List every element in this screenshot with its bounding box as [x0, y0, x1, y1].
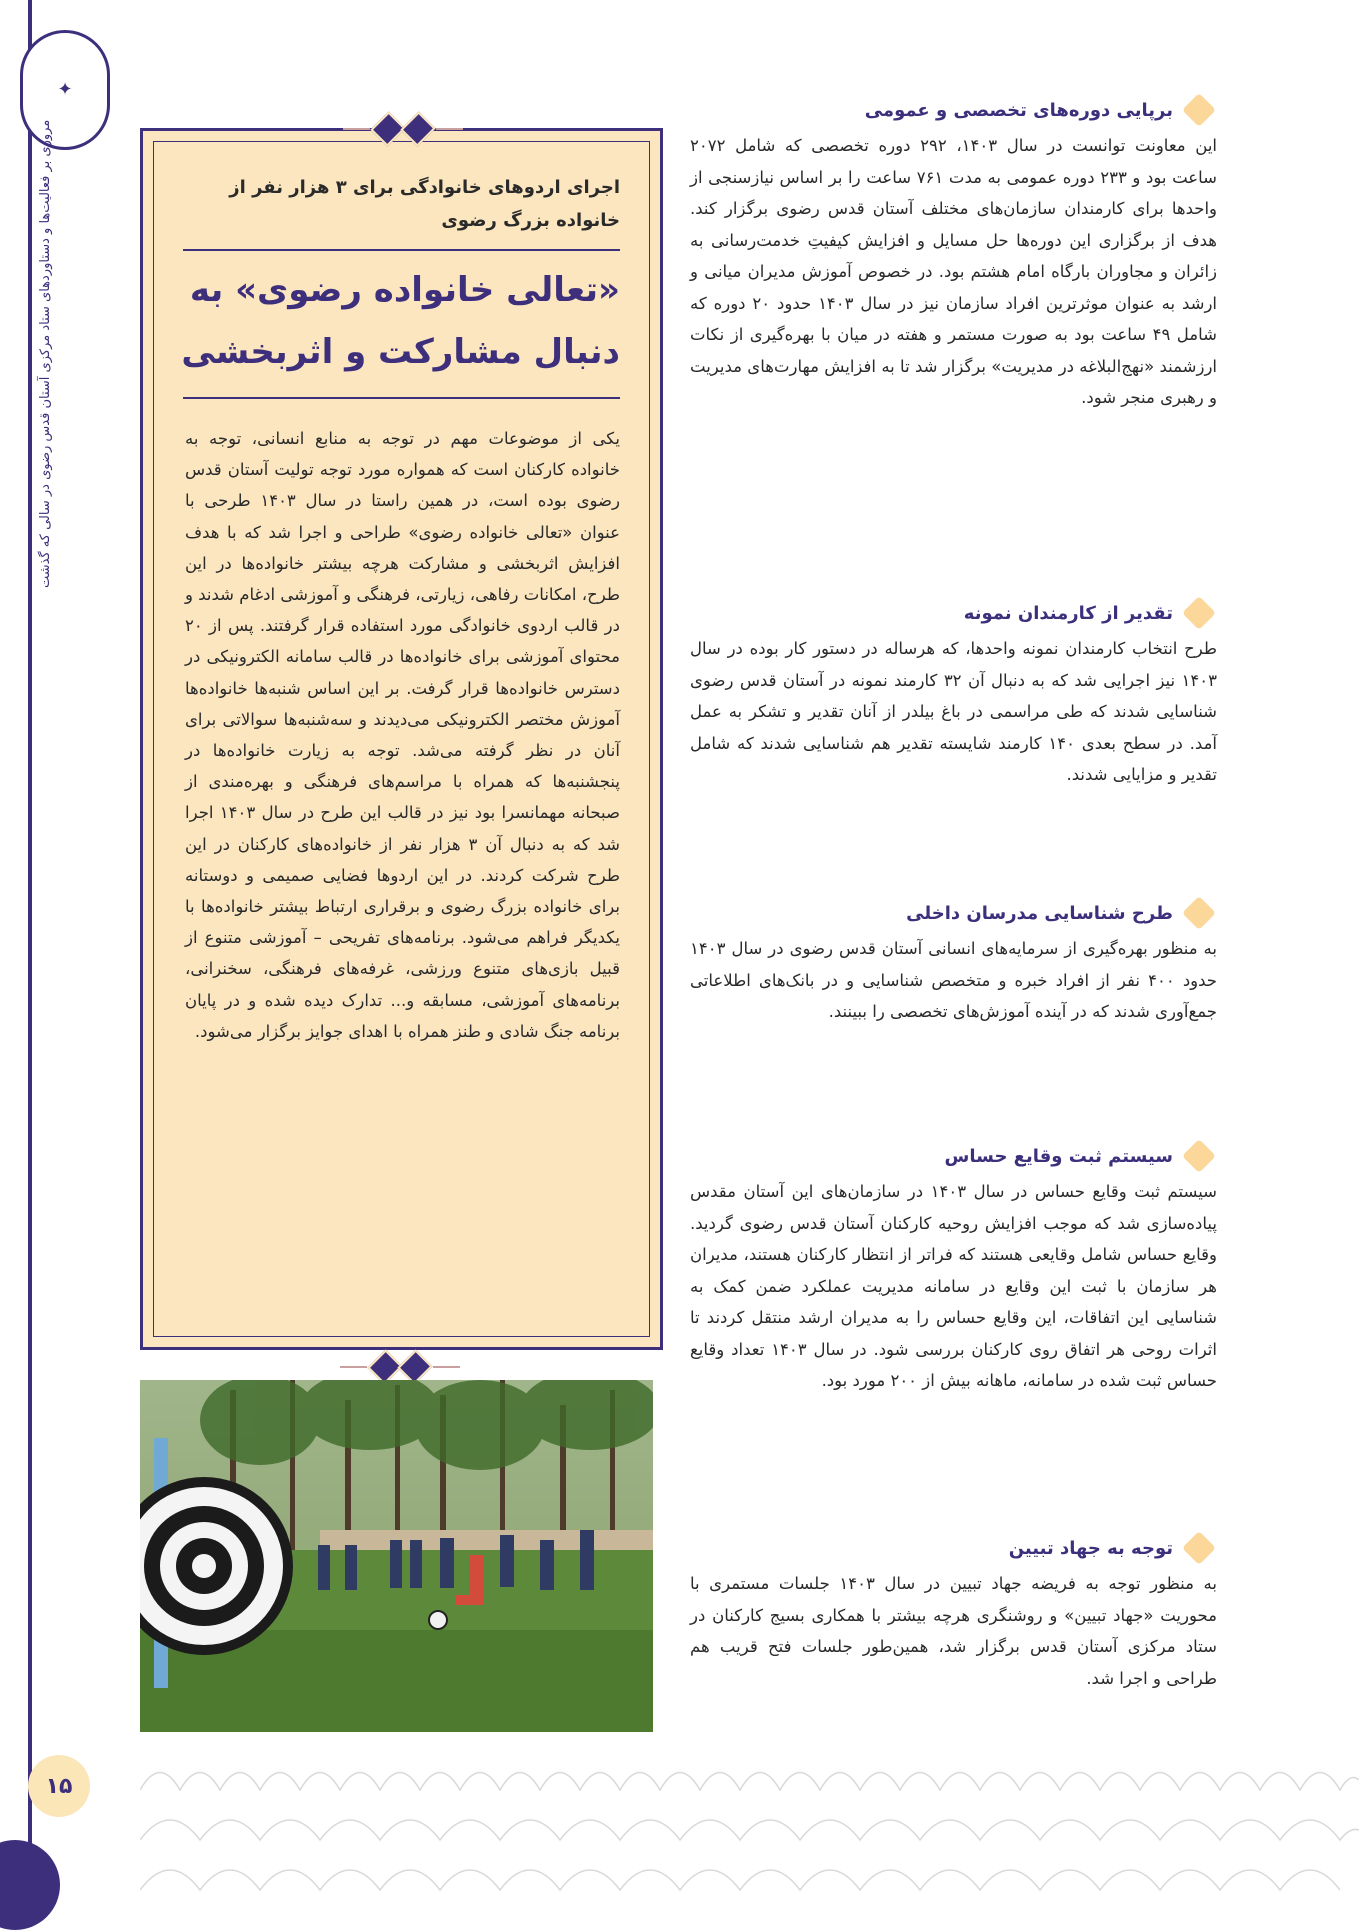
section-header [690, 895, 1217, 931]
box-ornament-icon [343, 117, 463, 141]
section-header [690, 1138, 1217, 1174]
event-photo [140, 1380, 653, 1732]
section-title: تقدیر از کارمندان نمونه [963, 602, 1173, 624]
side-caption: مروری بر فعالیت‌ها و دستاوردهای ستاد مرکزی آستان قدس رضوی در سالی که گذشت [38, 120, 53, 589]
section-header [690, 595, 1217, 631]
section-sensitive-events [690, 1138, 1217, 1397]
section-internal-trainers [690, 895, 1217, 1028]
section-body: این معاونت توانست در سال ۱۴۰۳، ۲۹۲ دوره تخصصی که شامل ۲۰۷۲ ساعت بود و ۲۳۳ دوره عمومی به مدت ۷۶۱ ساعت را بر اساس نیازسنجی از واحدها برای کارمندان سازمان‌های مختلف آستان قدس رضوی برگزار کند. هدف از برگزاری این دوره‌ها حل مسایل و افزایش کیفیتِ خدمت‌رسانی به زائران و مجاوران بارگاه امام هشتم بود. در خصوص آموزش مدیران میانی و ارشد به عنوان موثرترین افراد سازمان نیز در سال ۱۴۰۳ حدود ۲۰ دوره که شامل ۴۹ ساعت بود به صورت مستمر و هفته در میان با بهره‌گیری از نکات ارزشمند «نهج‌البلاغه در مدیریت» برگزار شد تا به افزایش مهارت‌های مدیریت و رهبری منجر شود. [690, 136, 1218, 407]
diamond-bullet-icon [1182, 1139, 1216, 1173]
box-rule-bottom [183, 397, 620, 399]
section-body: طرح انتخاب کارمندان نمونه واحدها، که هرساله در دستور کار بوده در سال ۱۴۰۳ نیز اجرایی شد که به دنبال آن ۳۲ کارمند نمونه در آستان قدس رضوی شناسایی شدند که طی مراسمی در باغ بیلدر از آنان تقدیر و تشکر به عمل آمد. در سطح بعدی ۱۴۰ کارمند شایسته تقدیر هم شناسایی شدند که شامل تقدیر و مزایایی شدند. [690, 639, 1218, 784]
section-training-courses [690, 92, 1217, 414]
section-body: به منظور توجه به فریضه جهاد تبیین در سال ۱۴۰۳ جلسات مستمری با محوریت «جهاد تبیین» و روشنگری هرچه بیشتر با همکاری بسیج کارکنان در ستاد مرکزی آستان قدس برگزار شد، همین‌طور جلسات فتح قریب هم طراحی و اجرا شد. [690, 1574, 1217, 1688]
section-jihad-tabyin [690, 1530, 1217, 1694]
section-body: سیستم ثبت وقایع حساس در سال ۱۴۰۳ در سازمان‌های این آستان مقدس پیاده‌سازی شد که موجب افزایش روحیه کارکنان آستان قدس رضوی گردید. وقایع حساس شامل وقایعی هستند که فراتر از انتظار کارکنان هستند، مدیران هر سازمان با ثبت این وقایع در سامانه مدیریت عملکرد ضمن کمک به شناسایی این اتفاقات، این وقایع حساس را به مدیران ارشد منتقل کردند تا اثرات روحی هر اتفاق روی کارکنان بررسی شود. در سال ۱۴۰۳ تعداد وقایع حساس ثبت شده در سامانه، ماهانه بیش از ۲۰۰ مورد بود. [690, 1182, 1217, 1390]
section-body: به منظور بهره‌گیری از سرمایه‌های انسانی آستان قدس رضوی در سال ۱۴۰۳ حدود ۴۰۰ نفر از افراد خبره و متخصص شناسایی و در بانک‌های اطلاعاتی جمع‌آوری شدند که در آینده آموزش‌های تخصصی را ببینند. [690, 939, 1218, 1021]
box-subtitle: اجرای اردوهای خانوادگی برای ۳ هزار نفر از خانواده بزرگ رضوی [229, 177, 620, 231]
diamond-bullet-icon [1182, 1531, 1216, 1565]
logo-icon: ✦ [57, 79, 73, 100]
magazine-logo [20, 30, 110, 150]
section-header [690, 1530, 1217, 1566]
section-model-employees [690, 595, 1217, 791]
section-title: برپایی دوره‌های تخصصی و عمومی [864, 99, 1173, 121]
boxed-article [140, 128, 663, 1350]
side-bar-line [28, 0, 32, 1895]
photo-illustration [140, 1380, 653, 1732]
section-header [690, 92, 1217, 128]
box-title: «تعالی خانواده رضوی» به دنبال مشارکت و اثربخشی [181, 270, 620, 372]
diamond-bullet-icon [1182, 896, 1216, 930]
photo-ornament-icon [340, 1355, 460, 1379]
diamond-bullet-icon [1182, 93, 1216, 127]
corner-decoration [0, 1840, 60, 1930]
page-number: ۱۵ [28, 1755, 90, 1817]
diamond-bullet-icon [1182, 596, 1216, 630]
section-title: سیستم ثبت وقایع حساس [944, 1145, 1173, 1167]
footer-arch-pattern [140, 1750, 1359, 1895]
box-rule-top [183, 249, 620, 251]
section-title: توجه به جهاد تبیین [1008, 1537, 1173, 1559]
section-title: طرح شناسایی مدرسان داخلی [906, 902, 1173, 924]
box-body: یکی از موضوعات مهم در توجه به منابع انسانی، توجه به خانواده کارکنان است که همواره مورد توجه تولیت آستان قدس رضوی بوده است، در همین راستا در سال ۱۴۰۳ طرحی با عنوان «تعالی خانواده رضوی» طراحی و اجرا شد که با هدف افزایش اثربخشی و مشارکت هرچه بیشتر خانواده‌ها در این طرح، امکانات رفاهی، زیارتی، فرهنگی و آموزشی ادغام شدند و در قالب اردوی خانوادگی مورد استفاده قرار گرفتند. پس از ۲۰ محتوای آموزشی برای خانواده‌ها در قالب سامانه الکترونیکی در دسترس خانواده‌ها قرار گرفت. بر این اساس شنبه‌ها خانواده‌ها آموزش مختصر الکترونیکی می‌دیدند و سه‌شنبه‌ها سوالاتی برای آنان در نظر گرفته می‌شد. توجه به زیارت خانواده‌ها در پنجشنبه‌ها که همراه با مراسم‌های فرهنگی و بهره‌مندی از صبحانه مهمانسرا بود نیز در قالب این طرح در سال ۱۴۰۳ اجرا شد که به دنبال آن ۳ هزار نفر از خانواده‌های کارکنان در این طرح شرکت کردند. در این اردوها فضایی صمیمی و دوستانه برای خانواده بزرگ رضوی و برقراری ارتباط بیشتر خانواده‌ها با یکدیگر فراهم می‌شود. برنامه‌های تفریحی – آموزشی متنوع از قبیل بازی‌های متنوع ورزشی، غرفه‌های فرهنگی، سخنرانی، برنامه‌های آموزشی، مسابقه و... تدارک دیده شده و در پایان برنامه جنگ شادی و طنز همراه با اهدای جوایز برگزار می‌شود. [185, 429, 620, 1041]
